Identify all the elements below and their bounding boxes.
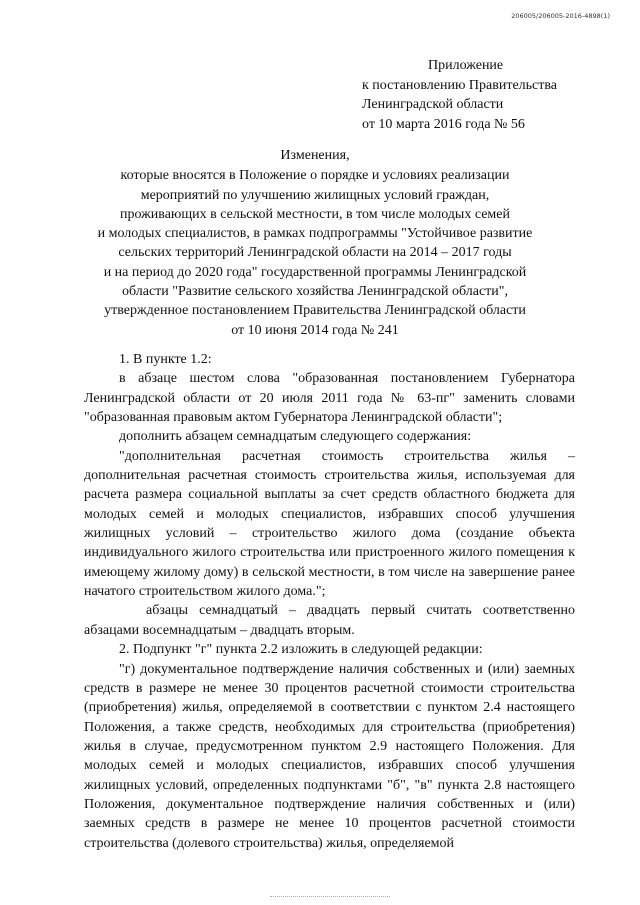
appendix-line: Ленинградской области	[362, 97, 504, 112]
paragraph-item-1: 1. В пункте 1.2:	[119, 352, 212, 367]
title-line: области "Развитие сельского хозяйства Ленинградской области",	[121, 284, 509, 300]
document-id: 206005/206005-2016-4898(1)	[511, 12, 610, 20]
paragraph-subitem-g: "г) документальное подтверждение наличия собственных и (или) заемных средств в размере не менее 30 процентов расчетной стоимости строительства (приобретения) жилья, определяемой в соответствии с пунктом 2.4 настоящего Положения, а также средств, необходимых для строительства (приобретения) жилья в случае, предусмотренном пунктом 2.9 настоящего Положения. Для молодых семей и молодых специалистов, избравших способ улучшения жилищных условий, определенных подпунктами "б", "в" пункта 2.8 настоящего Положения, документальное подтверждение наличия собственных и (или) заемных средств в размере не менее 10 процентов расчетной стоимости строительства (долевого строительства) жилья, определяемой	[84, 661, 575, 851]
paragraph-amend-words: в абзаце шестом слова "образованная постановлением Губернатора Ленинградской области от 20 июля 2011 года № 63-пг" заменить словами "образованная правовым актом Губернатора Ленинградской области";	[84, 371, 575, 426]
paragraph-renumber: абзацы семнадцатый – двадцать первый считать соответственно абзацами восемнадцатым – двадцать вторым.	[84, 603, 575, 638]
title-line: и молодых специалистов, в рамках подпрограммы "Устойчивое развитие	[97, 226, 533, 242]
document-body	[84, 350, 575, 853]
appendix-line: к постановлению Правительства	[362, 77, 558, 93]
paragraph-definition: "дополнительная расчетная стоимость строительства жилья – дополнительная расчетная стоимость строительства жилья, используемая для расчета размера социальной выплаты за счет средств областного бюджета для молодых семей и молодых специалистов, избравших способ улучшения жилищных условий – строительство жилого дома (создание объекта индивидуального жилого строительства или пристроенного жилого помещения к имеющему жилому дому) в сельской местности, в том числе на завершение ранее начатого строительством жилого дома.";	[84, 448, 575, 600]
appendix-date: от 10 марта 2016 года № 56	[362, 116, 525, 132]
appendix-header	[362, 56, 557, 134]
title-line: от 10 июня 2014 года № 241	[231, 322, 399, 338]
page-bottom-rule	[270, 896, 390, 897]
title-line: сельских территорий Ленинградской области на 2014 – 2017 годы	[118, 245, 512, 261]
paragraph-item-2: 2. Подпункт "г" пункта 2.2 изложить в следующей редакции:	[119, 642, 483, 658]
title-line: и на период до 2020 года" государственной программы Ленинградской	[103, 264, 527, 280]
title-line: проживающих в сельской местности, в том числе молодых семей	[119, 206, 510, 222]
appendix-line: Приложение	[428, 58, 504, 73]
title-line: мероприятий по улучшению жилищных условий граждан,	[140, 187, 490, 203]
title-line: Изменения,	[280, 148, 350, 163]
title-line: которые вносятся в Положение о порядке и условиях реализации	[120, 168, 510, 184]
title-line: утвержденное постановлением Правительства Ленинградской области	[104, 303, 526, 319]
document-title	[70, 146, 560, 340]
paragraph-add-clause: дополнить абзацем семнадцатым следующего содержания:	[119, 429, 472, 445]
